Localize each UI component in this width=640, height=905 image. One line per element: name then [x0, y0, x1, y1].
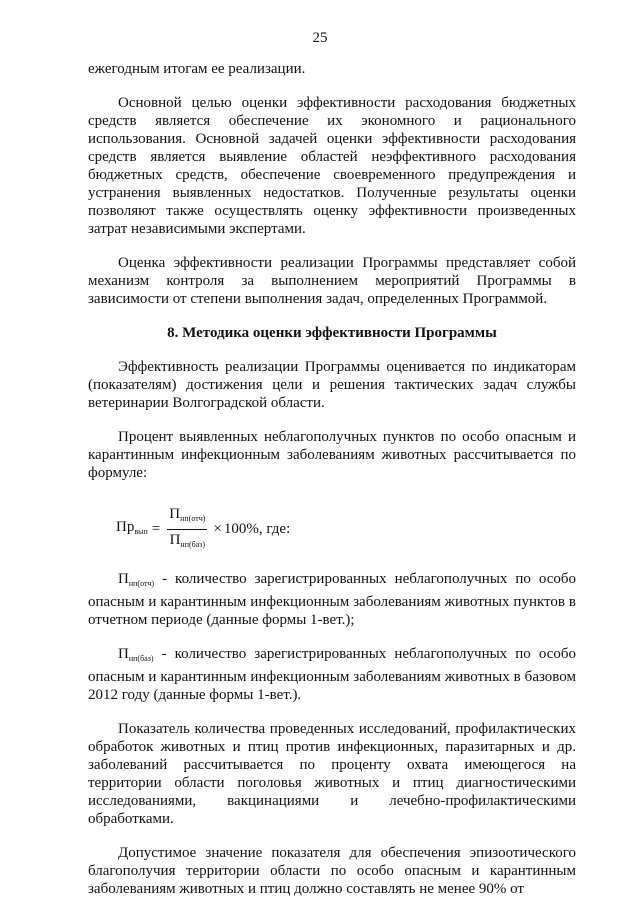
formula-lhs-subscript: вып: [134, 526, 148, 536]
definition-current-text: - количество зарегистрированных неблагополучных по особо опасным и карантинным инфекционным заболеваниям животных пунктов в отчетном периоде (данные формы 1-вет.);: [88, 571, 576, 628]
definition-current-symbol: П: [118, 571, 129, 587]
definition-current-period: [88, 570, 576, 629]
definition-current-subscript: нп(отч): [128, 579, 155, 588]
formula-tail: 100%, где:: [223, 521, 291, 537]
formula-fraction: [167, 506, 207, 553]
page-number: 25: [312, 30, 328, 46]
paragraph-goal: Основной целью оценки эффективности расходования бюджетных средств является обеспечение их экономного и рационального использования. Основной задачей оценки эффективности расходования средств является выявление областей неэффективного расходования бюджетных средств, обеспечение своевременного предупреждения и устранения выявленных недостатков. Полученные результаты оценки позволяют также осуществлять оценку эффективности произведенных затрат независимыми экспертами.: [88, 95, 576, 237]
formula: [116, 504, 576, 554]
formula-numerator-subscript: нп(отч): [180, 513, 206, 523]
definition-base-text: - количество зарегистрированных неблагополучных по особо опасным и карантинным инфекционным заболеваниям животных в базовом 2012 году (данные формы 1-вет.).: [88, 646, 576, 703]
paragraph-mechanism: Оценка эффективности реализации Программы представляет собой механизм контроля за выполнением мероприятий Программы в зависимости от степени выполнения задач, определенных Программой.: [88, 255, 576, 307]
formula-equals: =: [151, 521, 161, 537]
definition-base-subscript: нп(баз): [128, 654, 154, 663]
section-heading: 8. Методика оценки эффективности Программы: [167, 325, 497, 341]
paragraph-acceptable-value: Допустимое значение показателя для обеспечения эпизоотического благополучия территории области по особо опасным и карантинным заболеваниям животных и птиц должно составлять не менее 90% от: [88, 845, 576, 897]
paragraph-continuation: ежегодным итогам ее реализации.: [88, 61, 306, 77]
definition-base-symbol: П: [118, 646, 129, 662]
paragraph-percentage: Процент выявленных неблагополучных пунктов по особо опасным и карантинным инфекционным заболеваниям животных рассчитывается по формуле:: [88, 429, 576, 481]
formula-numerator: [167, 506, 207, 530]
formula-denominator-subscript: нп(баз): [180, 539, 206, 549]
paragraph-indicators: Эффективность реализации Программы оценивается по индикаторам (показателям) достижения цели и решения тактических задач службы ветеринарии Волгоградской области.: [88, 359, 576, 411]
formula-lhs: [116, 518, 148, 541]
page-body: [88, 60, 576, 898]
definition-base-period: [88, 645, 576, 704]
formula-numerator-symbol: П: [169, 505, 181, 522]
formula-denominator: [168, 530, 208, 553]
formula-denominator-symbol: П: [169, 531, 181, 548]
formula-lhs-symbol: Пр: [116, 518, 135, 535]
formula-times: ×: [213, 521, 222, 537]
paragraph-research-indicator: Показатель количества проведенных исследований, профилактических обработок животных и птиц против инфекционных, паразитарных и др. заболеваний рассчитывается по проценту охвата имеющегося на территории области поголовья животных и птиц диагностическими исследованиями, вакцинациями и лечебно-профилактическими обработками.: [88, 721, 576, 827]
